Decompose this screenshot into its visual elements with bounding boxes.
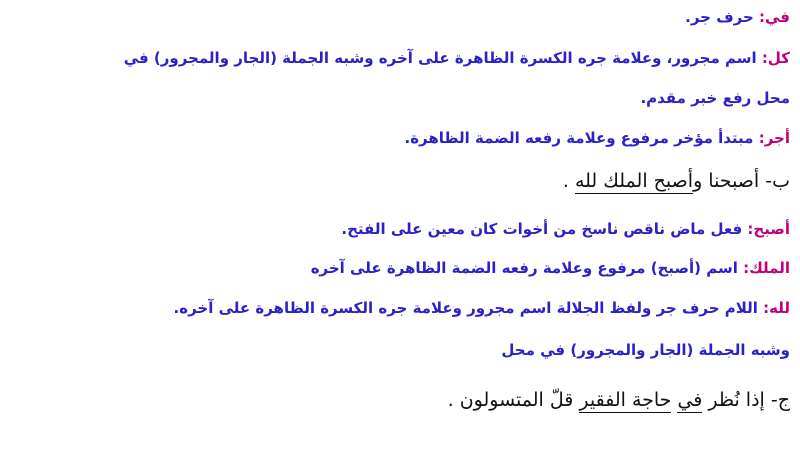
parse-line-kull xyxy=(8,48,790,68)
desc-ajr: مبتدأ مؤخر مرفوع وعلامة رفعه الضمة الظاهرة. xyxy=(404,129,759,147)
desc-shibh-jumla: وشبه الجملة (الجار والمجرور) في محل xyxy=(501,341,790,359)
example-j-prefix: ج- إذا نُظر xyxy=(702,389,790,411)
desc-almulk: اسم (أصبح) مرفوع وعلامة رفعه الضمة الظاهرة على آخره xyxy=(310,259,744,277)
parse-line-asbaha xyxy=(8,219,790,239)
example-j-suffix: قلّ المتسولون . xyxy=(447,389,580,411)
term-lillah: لله: xyxy=(763,299,790,317)
parse-line-shibh-jumla xyxy=(8,340,790,360)
term-ajr: أجر: xyxy=(758,129,790,147)
example-j-underlined-haja: حاجة الفقير xyxy=(579,389,672,411)
example-b-prefix: ب- أصبحنا و xyxy=(693,170,790,192)
parse-line-lillah xyxy=(8,298,790,318)
desc-asbaha: فعل ماض ناقص ناسخ من أخوات كان معين على الفتح. xyxy=(341,220,748,238)
example-b-suffix: . xyxy=(562,170,575,192)
example-j-underlined-fi: في xyxy=(677,389,703,411)
desc-fi: حرف جر. xyxy=(685,8,759,26)
parse-line-kull-continued xyxy=(8,88,790,108)
desc-kull-continued: محل رفع خبر مقدم. xyxy=(640,89,790,107)
term-fi: في: xyxy=(759,8,790,26)
example-sentence-j xyxy=(8,388,790,412)
term-almulk: الملك: xyxy=(743,259,790,277)
example-b-underlined: أصبح الملك لله xyxy=(574,170,694,192)
parse-line-almulk xyxy=(8,258,790,278)
parse-line-fi xyxy=(8,7,790,27)
desc-kull: اسم مجرور، وعلامة جره الكسرة الظاهرة على آخره وشبه الجملة (الجار والمجرور) في xyxy=(123,49,762,67)
desc-lillah: اللام حرف جر ولفظ الجلالة اسم مجرور وعلامة جره الكسرة الظاهرة على آخره. xyxy=(173,299,764,317)
parse-line-ajr xyxy=(8,128,790,148)
term-kull: كل: xyxy=(761,49,790,67)
term-asbaha: أصبح: xyxy=(747,220,790,238)
example-sentence-b xyxy=(8,169,790,193)
